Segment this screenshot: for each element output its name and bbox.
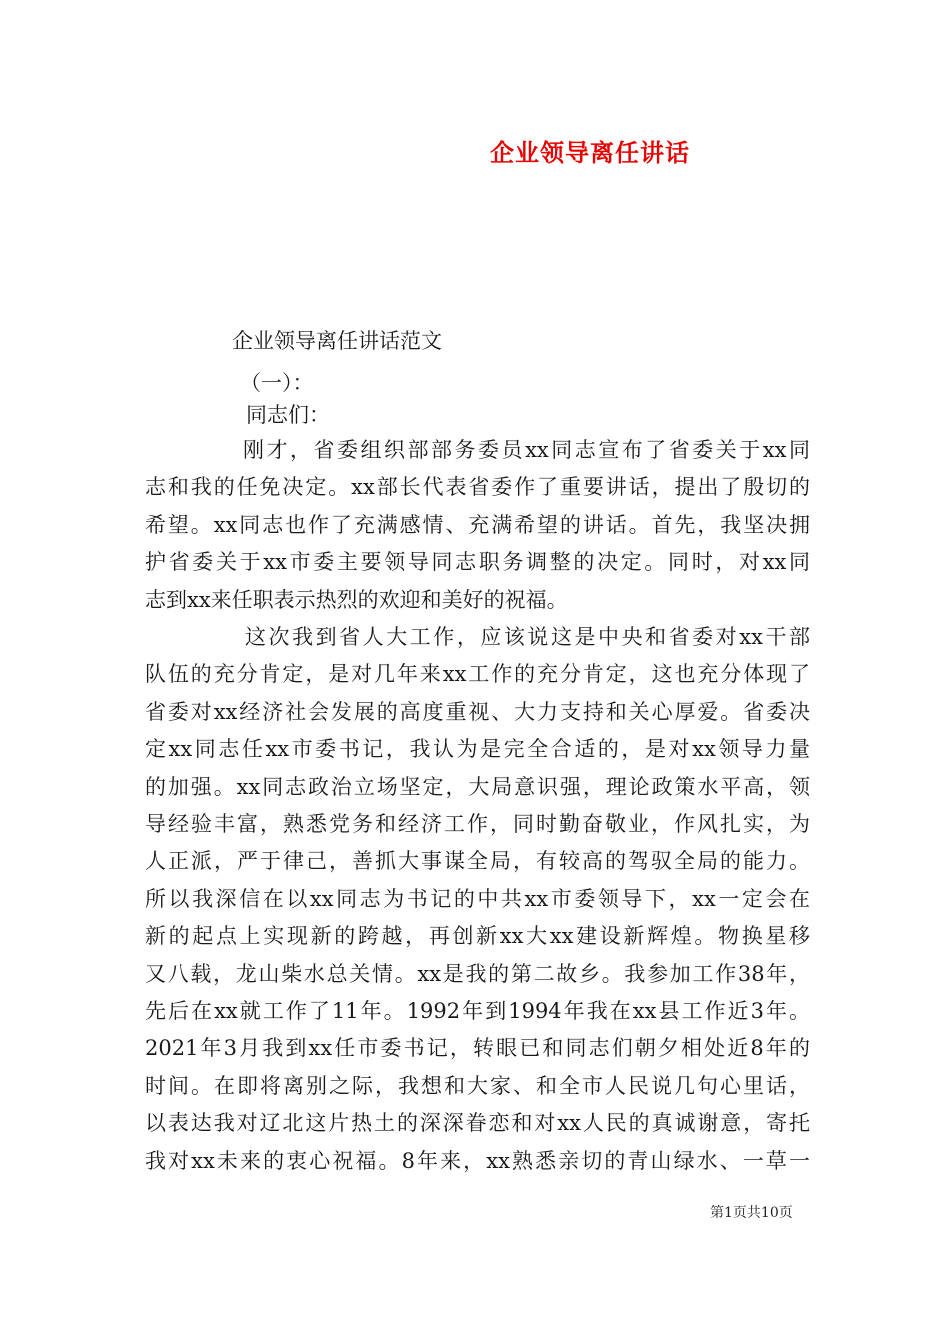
paragraph-line: 所以我深信在以xx同志为书记的中共xx市委领导下，xx一定会在 (145, 886, 810, 911)
paragraph-line: 导经验丰富，熟悉党务和经济工作，同时勤奋敬业，作风扎实，为 (145, 812, 810, 837)
paragraph-line: 先后在xx就工作了11年。1992年到1994年我在xx县工作近3年。 (145, 999, 810, 1024)
paragraph-line: 队伍的充分肯定，是对几年来xx工作的充分肯定，这也充分体现了 (145, 662, 810, 687)
paragraph-line: 以表达我对辽北这片热土的深深眷恋和对xx人民的真诚谢意，寄托 (145, 1111, 810, 1136)
paragraph-line: 定xx同志任xx市委书记，我认为是完全合适的，是对xx领导力量 (145, 737, 810, 762)
paragraph-line: 的加强。xx同志政治立场坚定，大局意识强，理论政策水平高，领 (145, 774, 810, 799)
paragraph-line: 志和我的任免决定。xx部长代表省委作了重要讲话，提出了殷切的 (145, 475, 810, 500)
paragraph-line: 护省委关于xx市委主要领导同志职务调整的决定。同时，对xx同 (145, 550, 810, 575)
paragraph-line: 我对xx未来的衷心祝福。8年来，xx熟悉亲切的青山绿水、一草一 (145, 1148, 810, 1173)
paragraph-2 (145, 619, 810, 1180)
paragraph-line: 新的起点上实现新的跨越，再创新xx大xx建设新辉煌。物换星移 (145, 924, 810, 949)
paragraph-line: 志到xx来任职表示热烈的欢迎和美好的祝福。 (145, 587, 568, 612)
salutation: 同志们： (246, 403, 330, 427)
paragraph-1 (145, 432, 810, 619)
paragraph-line: 又八载，龙山柴水总关情。xx是我的第二故乡。我参加工作38年， (145, 961, 810, 986)
paragraph-line: 时间。在即将离别之际，我想和大家、和全市人民说几句心里话， (145, 1073, 810, 1098)
document-subtitle: 企业领导离任讲话范文 (232, 329, 442, 353)
paragraph-line: 这次我到省人大工作，应该说这是中央和省委对xx干部 (245, 625, 810, 649)
paragraph-line: 希望。xx同志也作了充满感情、充满希望的讲话。首先，我坚决拥 (145, 512, 810, 537)
paragraph-line: 人正派，严于律己，善抓大事谋全局，有较高的驾驭全局的能力。 (145, 849, 810, 874)
page-footer: 第1页共10页 (710, 1205, 793, 1221)
paragraph-line: 2021年3月我到xx任市委书记，转眼已和同志们朝夕相处近8年的 (145, 1036, 810, 1061)
document-title: 企业领导离任讲话 (490, 138, 690, 167)
paragraph-line: 省委对xx经济社会发展的高度重视、大力支持和关心厚爱。省委决 (145, 699, 810, 724)
paragraph-line: 刚才，省委组织部部务委员xx同志宣布了省委关于xx同 (243, 438, 810, 462)
section-mark: （一）： (240, 371, 314, 395)
